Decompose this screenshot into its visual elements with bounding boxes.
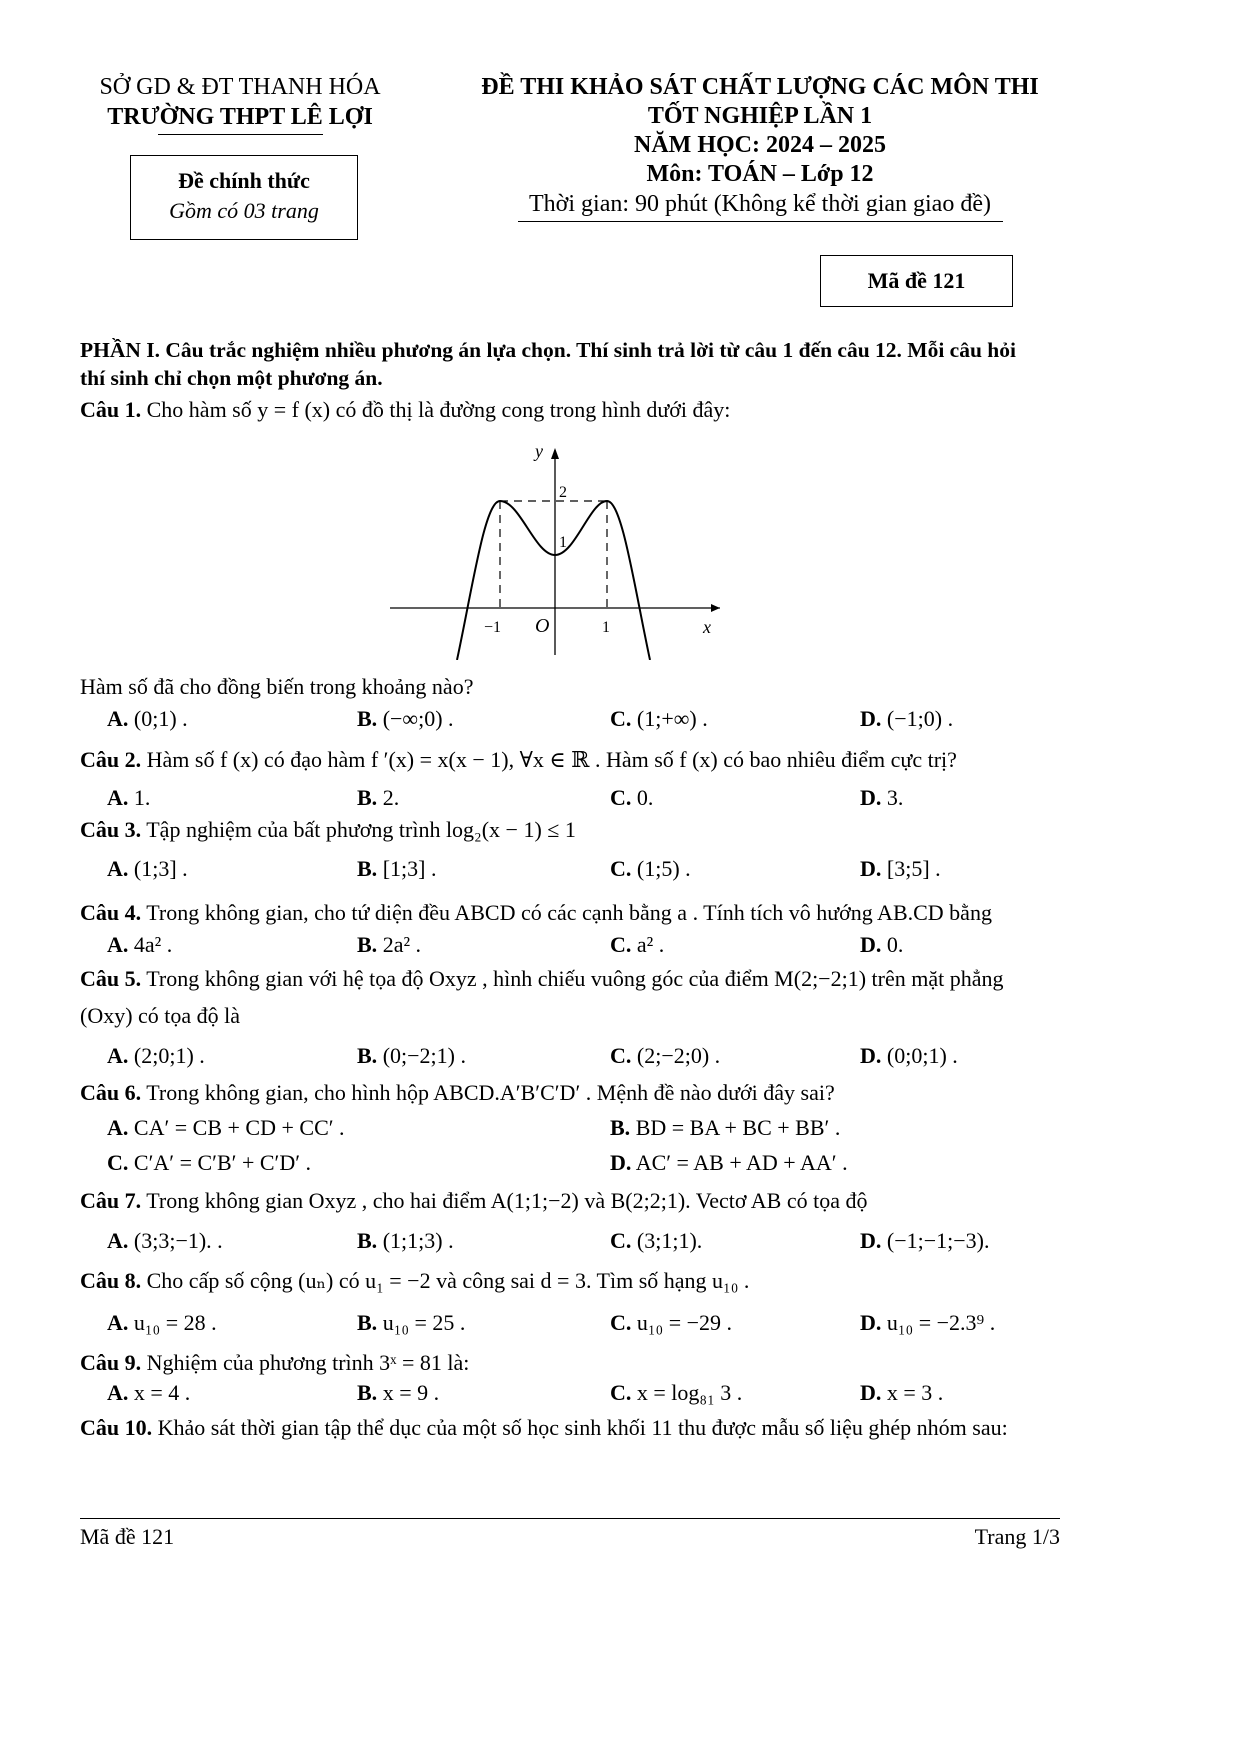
q1-option-a[interactable]: A. (0;1) . [107, 706, 188, 731]
question-1-prompt: Hàm số đã cho đồng biến trong khoảng nào? [80, 674, 474, 699]
footer-exam-code: Mã đề 121 [80, 1524, 175, 1549]
q3-option-d[interactable]: D. [3;5] . [860, 856, 941, 881]
official-label: Đề chính thức [178, 168, 310, 193]
q9-option-c[interactable]: C. x = log₈₁ 3 . [610, 1380, 743, 1405]
page-count: Gồm có 03 trang [169, 198, 319, 223]
question-1: Câu 1. Cho hàm số y = f (x) có đồ thị là đường cong trong hình dưới đây: [80, 397, 731, 422]
subject: Môn: TOÁN – Lớp 12 [646, 161, 874, 187]
q5-option-b[interactable]: B. (0;−2;1) . [357, 1043, 466, 1068]
function-curve [457, 501, 650, 660]
question-2: Câu 2. Hàm số f (x) có đạo hàm f ′(x) = x(x − 1), ∀x ∈ ℝ . Hàm số f (x) có bao nhiêu điểm cực trị? [80, 747, 957, 772]
official-box [130, 155, 358, 240]
q6-options-row1 [107, 1115, 1107, 1145]
q3-options [107, 856, 1107, 886]
q5-option-d[interactable]: D. (0;0;1) . [860, 1043, 958, 1068]
school-year: NĂM HỌC: 2024 – 2025 [634, 132, 886, 158]
x-label: x [703, 617, 711, 637]
footer-page-number: Trang 1/3 [974, 1524, 1060, 1549]
q3-option-c[interactable]: C. (1;5) . [610, 856, 691, 881]
q6-option-c[interactable]: C. C′A′ = C′B′ + C′D′ . [107, 1150, 312, 1175]
school-name: TRƯỜNG THPT LÊ LỢI [107, 104, 373, 130]
q9-option-a[interactable]: A. x = 4 . [107, 1380, 191, 1405]
exam-title-2: TỐT NGHIỆP LẦN 1 [647, 103, 873, 129]
q8-option-c[interactable]: C. u₁₀ = −29 . [610, 1310, 733, 1335]
q7-options [107, 1228, 1107, 1258]
q2-option-c[interactable]: C. 0. [610, 785, 654, 810]
q4-option-a[interactable]: A. 4a² . [107, 932, 173, 957]
q7-option-b[interactable]: B. (1;1;3) . [357, 1228, 454, 1253]
q3-option-a[interactable]: A. (1;3] . [107, 856, 188, 881]
question-3: Câu 3. Tập nghiệm của bất phương trình log₂(x − 1) ≤ 1 [80, 817, 576, 842]
q2-options [107, 785, 1107, 815]
function-graph [385, 435, 725, 660]
q2-option-b[interactable]: B. 2. [357, 785, 400, 810]
q7-option-d[interactable]: D. (−1;−1;−3). [860, 1228, 990, 1253]
q4-option-c[interactable]: C. a² . [610, 932, 665, 957]
question-9: Câu 9. Nghiệm của phương trình 3ˣ = 81 là: [80, 1350, 470, 1375]
q7-option-c[interactable]: C. (3;1;1). [610, 1228, 703, 1253]
q4-options [107, 932, 1107, 962]
q1-option-b[interactable]: B. (−∞;0) . [357, 706, 454, 731]
tick-y-1: 1 [559, 534, 567, 551]
q7-option-a[interactable]: A. (3;3;−1). . [107, 1228, 223, 1253]
q6-option-d[interactable]: D. AC′ = AB + AD + AA′ . [610, 1150, 848, 1175]
q8-options [107, 1310, 1107, 1340]
exam-code-box: Mã đề 121 [820, 255, 1013, 307]
x-axis-arrow [711, 604, 720, 612]
q1-option-c[interactable]: C. (1;+∞) . [610, 706, 708, 731]
question-5-cont: (Oxy) có tọa độ là [80, 1003, 241, 1028]
q2-option-d[interactable]: D. 3. [860, 785, 904, 810]
exam-time: Thời gian: 90 phút (Không kể thời gian giao đề) [529, 191, 991, 217]
q2-option-a[interactable]: A. 1. [107, 785, 151, 810]
y-label: y [535, 441, 543, 461]
q6-option-b[interactable]: B. BD = BA + BC + BB′ . [610, 1115, 841, 1140]
q9-options [107, 1380, 1107, 1410]
time-underline [518, 221, 1003, 222]
q8-option-a[interactable]: A. u₁₀ = 28 . [107, 1310, 217, 1335]
origin-label: O [535, 615, 550, 637]
part1-heading: PHẦN I. Câu trắc nghiệm nhiều phương án lựa chọn. Thí sinh trả lời từ câu 1 đến câu 12. Mỗi câu hỏi [80, 338, 1016, 362]
department-name: SỞ GD & ĐT THANH HÓA [99, 74, 381, 100]
q8-option-b[interactable]: B. u₁₀ = 25 . [357, 1310, 466, 1335]
exam-title: ĐỀ THI KHẢO SÁT CHẤT LƯỢNG CÁC MÔN THI [481, 74, 1039, 100]
q1-options [107, 706, 1107, 736]
q6-option-a[interactable]: A. CA′ = CB + CD + CC′ . [107, 1115, 345, 1140]
part1-heading-2: thí sinh chỉ chọn một phương án. [80, 366, 383, 390]
q5-option-a[interactable]: A. (2;0;1) . [107, 1043, 205, 1068]
q4-option-b[interactable]: B. 2a² . [357, 932, 422, 957]
y-axis-arrow [551, 448, 559, 459]
q9-option-b[interactable]: B. x = 9 . [357, 1380, 440, 1405]
q4-option-d[interactable]: D. 0. [860, 932, 904, 957]
tick-y-2: 2 [559, 484, 567, 501]
q5-options [107, 1043, 1107, 1073]
question-4: Câu 4. Trong không gian, cho tứ diện đều ABCD có các cạnh bằng a . Tính tích vô hướng AB.CD bằng [80, 900, 992, 925]
q6-options-row2 [107, 1150, 1107, 1180]
question-6: Câu 6. Trong không gian, cho hình hộp ABCD.A′B′C′D′ . Mệnh đề nào dưới đây sai? [80, 1080, 835, 1105]
tick-x-1: 1 [602, 619, 610, 636]
footer-divider [80, 1518, 1060, 1519]
q8-option-d[interactable]: D. u₁₀ = −2.3⁹ . [860, 1310, 996, 1335]
tick-x-m1: −1 [484, 619, 502, 636]
question-7: Câu 7. Trong không gian Oxyz , cho hai điểm A(1;1;−2) và B(2;2;1). Vectơ AB có tọa độ [80, 1188, 868, 1213]
question-8: Câu 8. Cho cấp số cộng (uₙ) có u₁ = −2 và công sai d = 3. Tìm số hạng u₁₀ . [80, 1268, 750, 1293]
q1-option-d[interactable]: D. (−1;0) . [860, 706, 954, 731]
question-5: Câu 5. Trong không gian với hệ tọa độ Oxyz , hình chiếu vuông góc của điểm M(2;−2;1) trên mặt phẳng [80, 966, 1004, 991]
q9-option-d[interactable]: D. x = 3 . [860, 1380, 944, 1405]
q3-option-b[interactable]: B. [1;3] . [357, 856, 437, 881]
q5-option-c[interactable]: C. (2;−2;0) . [610, 1043, 721, 1068]
question-10: Câu 10. Khảo sát thời gian tập thể dục của một số học sinh khối 11 thu được mẫu số liệu ghép nhóm sau: [80, 1415, 1008, 1440]
school-underline [158, 134, 323, 135]
